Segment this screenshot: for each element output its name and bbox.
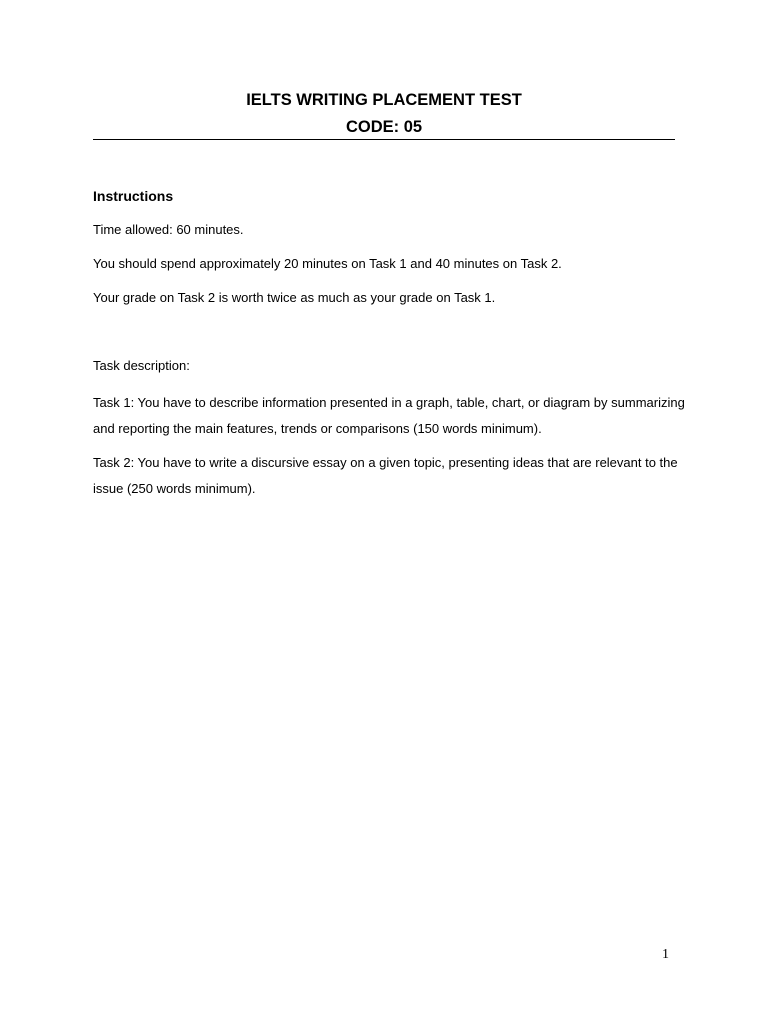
instruction-grade-weight: Your grade on Task 2 is worth twice as much as your grade on Task 1.	[93, 290, 496, 305]
instruction-time-allowed: Time allowed: 60 minutes.	[93, 222, 244, 237]
document-header	[93, 88, 675, 139]
instruction-time-split: You should spend approximately 20 minutes on Task 1 and 40 minutes on Task 2.	[93, 256, 562, 271]
document-body	[93, 186, 693, 510]
header-divider	[93, 139, 675, 140]
task-description-heading: Task description:	[93, 358, 190, 373]
document-title: IELTS WRITING PLACEMENT TEST	[246, 91, 522, 109]
task-1-description: Task 1: You have to describe information presented in a graph, table, chart, or diagram by summarizing and reporting the main features, trends or comparisons (150 words minimum).	[93, 395, 685, 436]
test-code: CODE: 05	[345, 118, 423, 136]
task-2-description: Task 2: You have to write a discursive essay on a given topic, presenting ideas that are relevant to the issue (250 words minimum).	[93, 455, 678, 496]
instructions-heading: Instructions	[93, 188, 174, 204]
page-number: 1	[662, 947, 669, 962]
section-spacer	[93, 322, 693, 356]
